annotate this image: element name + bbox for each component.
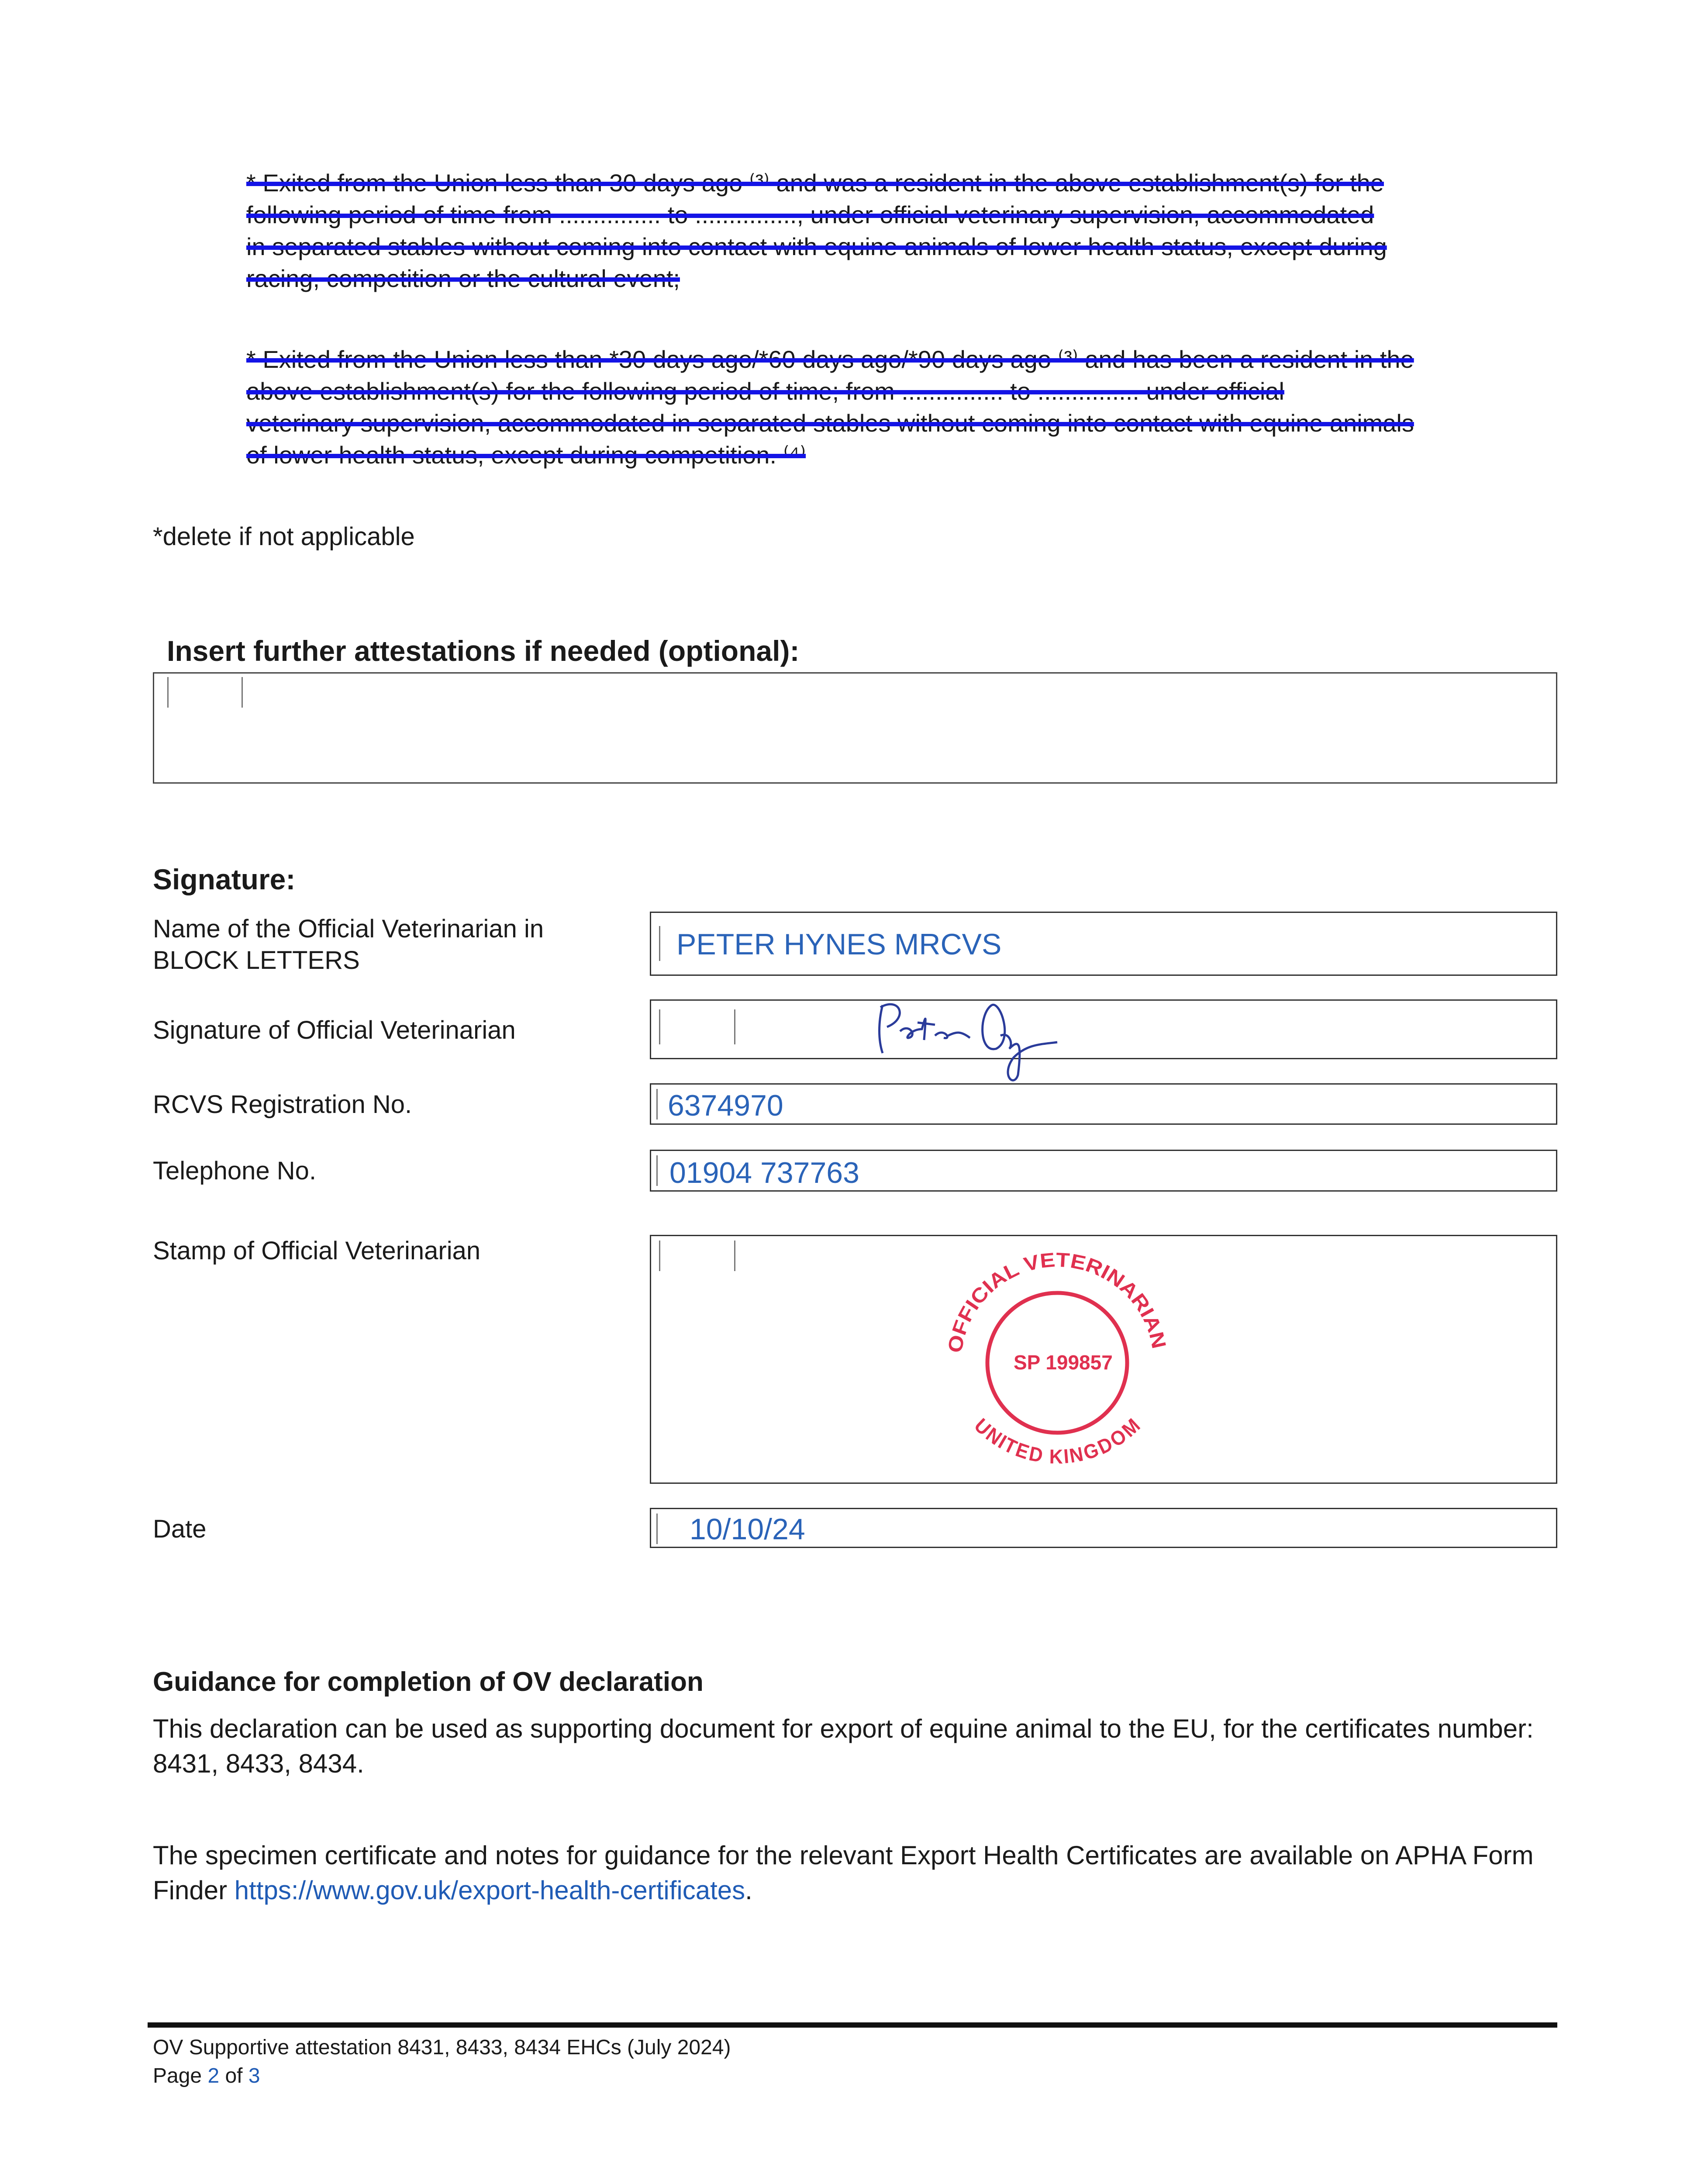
page-prefix: Page — [153, 2064, 208, 2087]
name-field[interactable] — [650, 912, 1557, 976]
rcvs-label: RCVS Registration No. — [153, 1090, 412, 1119]
export-health-certificates-link[interactable]: https://www.gov.uk/export-health-certificates — [234, 1876, 745, 1905]
further-attestations-field[interactable] — [153, 672, 1557, 784]
stamp-field[interactable] — [650, 1235, 1557, 1484]
footer-title: OV Supportive attestation 8431, 8433, 8434 EHCs (July 2024) — [153, 2036, 731, 2059]
name-value: PETER HYNES MRCVS — [676, 928, 1002, 961]
text-cursor — [659, 1009, 660, 1044]
struck-line: * Exited from the Union less than 30 days ago ⁽³⁾ and was a resident in the above establishment(s) for the — [246, 169, 1384, 197]
text-cursor — [656, 1155, 658, 1186]
date-label: Date — [153, 1515, 207, 1543]
page-number — [153, 2064, 260, 2088]
struck-paragraph-2 — [246, 343, 1600, 471]
stamp-center-text: SP 199857 — [1014, 1351, 1113, 1374]
text-cursor — [659, 1241, 660, 1271]
text-cursor — [734, 1009, 735, 1044]
page-current: 2 — [207, 2064, 220, 2087]
guidance-paragraph-2-text: The specimen certificate and notes for guidance for the relevant Export Health Certificates are available on APHA Form Finder — [153, 1841, 1534, 1905]
guidance-paragraph-2-end: . — [745, 1876, 752, 1905]
delete-note: *delete if not applicable — [153, 522, 415, 551]
struck-line: * Exited from the Union less than *30 days ago/*60 days ago/*90 days ago ⁽³⁾ and has been a resident in the — [246, 346, 1414, 373]
stamp-top-text: OFFICIAL VETERINARIAN — [943, 1248, 1170, 1355]
handwritten-signature — [869, 988, 1088, 1088]
struck-paragraph-1 — [246, 167, 1600, 294]
date-field[interactable] — [650, 1508, 1557, 1548]
telephone-label: Telephone No. — [153, 1157, 317, 1185]
signature-label: Signature of Official Veterinarian — [153, 1016, 516, 1044]
text-cursor — [656, 1089, 658, 1120]
struck-line: in separated stables without coming into contact with equine animals of lower health status, except during — [246, 233, 1387, 260]
page-of: of — [219, 2064, 248, 2087]
struck-line: racing, competition or the cultural event; — [246, 265, 680, 292]
further-attestations-heading: Insert further attestations if needed (optional): — [167, 635, 800, 667]
name-label-line-2: BLOCK LETTERS — [153, 946, 360, 975]
struck-line: following period of time from ............... to ..............., under official veterinary supervision, accommodated — [246, 201, 1374, 228]
struck-line: above establishment(s) for the following period of time; from ............... to ............... under official — [246, 377, 1284, 405]
telephone-value: 01904 737763 — [669, 1156, 859, 1189]
text-cursor — [659, 926, 660, 961]
signature-field[interactable] — [650, 999, 1557, 1059]
rcvs-value: 6374970 — [668, 1089, 783, 1122]
guidance-heading: Guidance for completion of OV declaration — [153, 1667, 704, 1697]
footer-divider — [148, 2022, 1557, 2028]
stamp-label: Stamp of Official Veterinarian — [153, 1237, 481, 1265]
official-veterinarian-stamp — [931, 1236, 1193, 1485]
guidance-paragraph-1: This declaration can be used as supporting document for export of equine animal to the EU, for the certificates number: 8431, 8433, 8434. — [153, 1714, 1534, 1778]
text-cursor — [167, 677, 169, 708]
stamp-bottom-text: UNITED KINGDOM — [970, 1413, 1145, 1468]
rcvs-field[interactable] — [650, 1083, 1557, 1125]
struck-line: veterinary supervision, accommodated in separated stables without coming into contact with equine animals — [246, 409, 1414, 437]
text-cursor — [656, 1514, 658, 1544]
text-cursor — [241, 677, 243, 708]
signature-heading: Signature: — [153, 863, 296, 895]
struck-line: of lower health status, except during competition. ⁽⁴⁾ — [246, 441, 806, 469]
name-label-line-1: Name of the Official Veterinarian in — [153, 915, 544, 943]
date-value: 10/10/24 — [690, 1513, 805, 1546]
telephone-field[interactable] — [650, 1150, 1557, 1192]
text-cursor — [734, 1241, 735, 1271]
page-total: 3 — [248, 2064, 260, 2087]
guidance-paragraph-2 — [153, 1838, 1572, 1908]
